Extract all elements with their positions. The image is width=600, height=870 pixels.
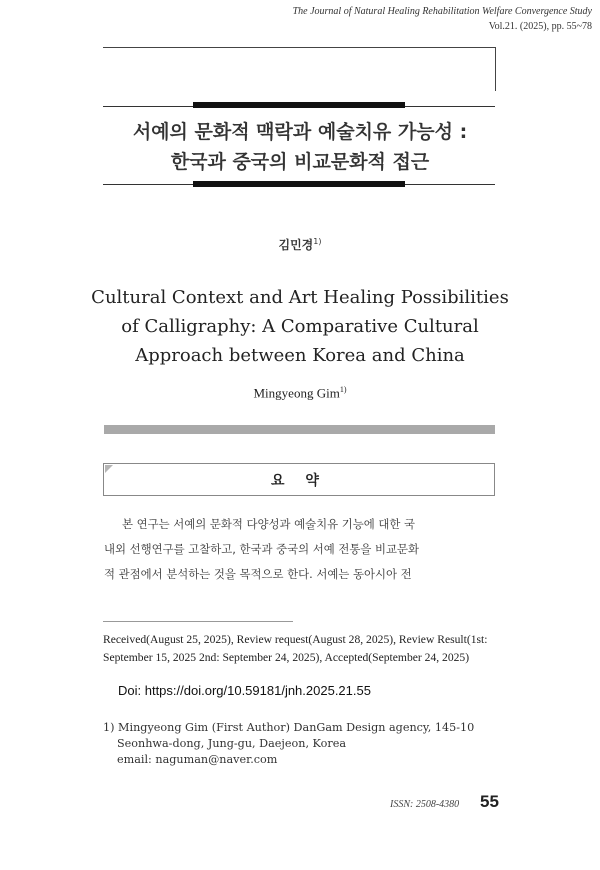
journal-name: The Journal of Natural Healing Rehabilitation Welfare Convergence Study: [292, 6, 592, 17]
korean-author: [0, 236, 600, 253]
dates-line-2: September 15, 2025 2nd: September 24, 2025), Accepted(September 24, 2025): [103, 651, 470, 664]
issn: ISSN: 2508-4380: [390, 799, 460, 810]
english-title-line-1: Cultural Context and Art Healing Possibilities: [91, 287, 509, 308]
english-title-line-2: of Calligraphy: A Comparative Cultural: [121, 316, 479, 337]
english-author-name: Mingyeong Gim: [253, 385, 340, 401]
author-footnote-mark: 1): [313, 237, 322, 246]
journal-header-box: [103, 47, 496, 91]
english-title-line-3: Approach between Korea and China: [135, 345, 465, 366]
footnote-email[interactable]: email: naguman@naver.com: [117, 753, 278, 766]
abstract-heading: 요 약: [271, 473, 327, 489]
title-rule-top-thick: [193, 102, 405, 108]
page-number: 55: [480, 792, 499, 811]
korean-title-line-2: 한국과 중국의 비교문화적 접근: [170, 151, 430, 173]
footnote-line-2: Seonhwa-dong, Jung-gu, Daejeon, Korea: [117, 737, 346, 750]
section-divider-bar: [104, 425, 495, 434]
footnote-rule: [103, 621, 293, 622]
english-author-footnote-mark: 1): [339, 385, 347, 394]
english-author: [0, 385, 600, 401]
dates-line-1: Received(August 25, 2025), Review request(August 28, 2025), Review Result(1st:: [103, 633, 488, 646]
footnote-line-1: 1) Mingyeong Gim (First Author) DanGam Design agency, 145-10: [103, 721, 475, 734]
title-rule-bottom-thick: [193, 181, 405, 187]
abstract-line-3: 적 관점에서 분석하는 것을 목적으로 한다. 서예는 동아시아 전: [104, 567, 412, 581]
abstract-line-1: 본 연구는 서예의 문화적 다양성과 예술치유 기능에 대한 국: [122, 517, 416, 531]
journal-volume-pages: Vol.21. (2025), pp. 55~78: [488, 21, 592, 32]
english-title: [60, 283, 540, 370]
korean-title-line-1: 서예의 문화적 맥락과 예술치유 가능성 :: [132, 121, 468, 143]
doi-text[interactable]: Doi: https://doi.org/10.59181/jnh.2025.21.55: [118, 683, 371, 698]
abstract-line-2: 내외 선행연구를 고찰하고, 한국과 중국의 서예 전통을 비교문화: [104, 542, 420, 556]
korean-author-name: 김민경: [278, 238, 314, 252]
